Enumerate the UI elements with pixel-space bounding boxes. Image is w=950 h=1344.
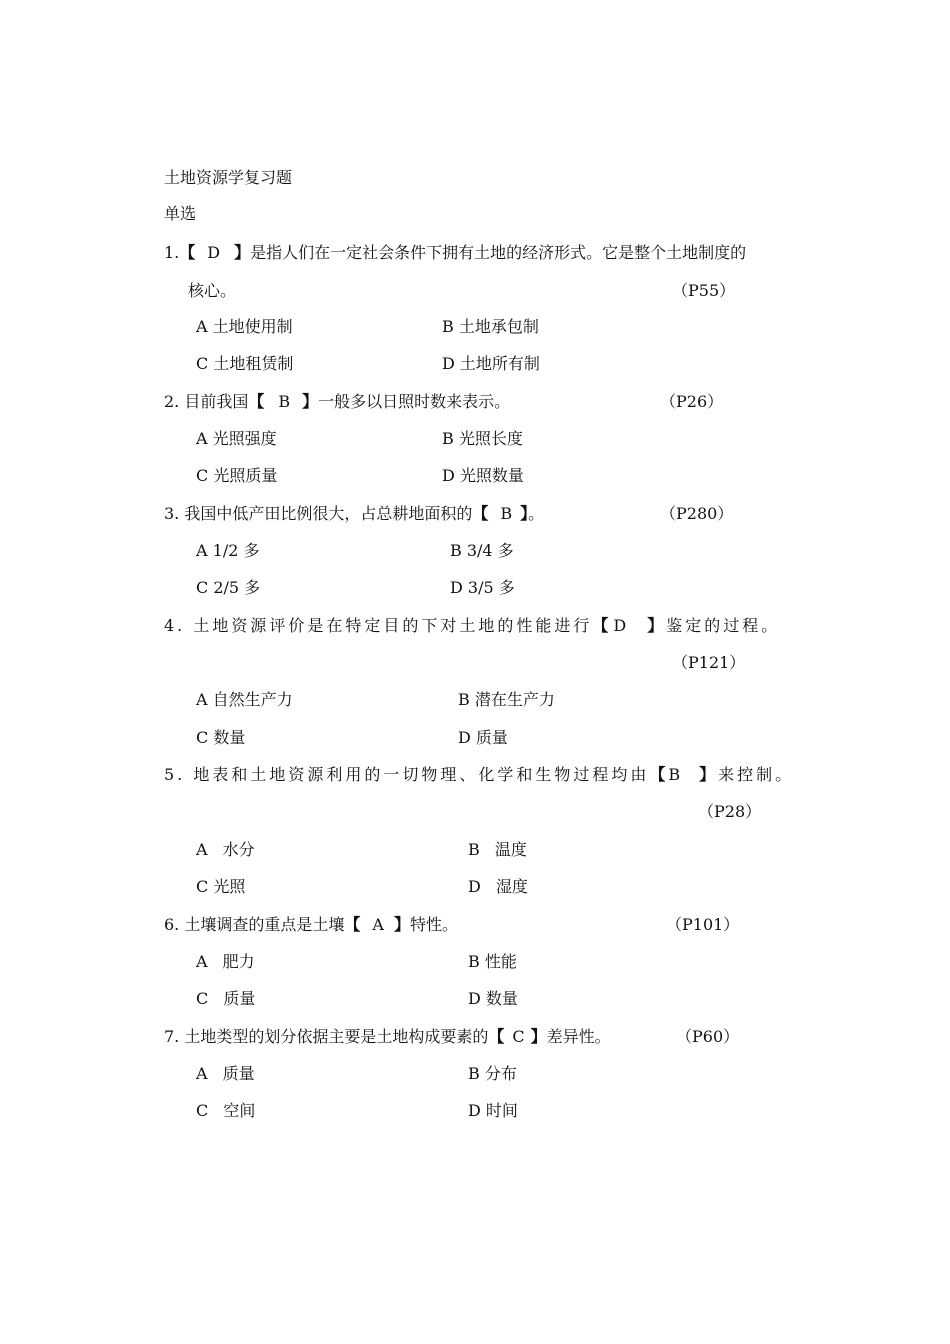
answer-letter: B — [668, 765, 684, 784]
question-number: 4. — [164, 616, 186, 635]
answer-letter: A — [372, 915, 384, 934]
answer-letter: D — [613, 616, 630, 635]
question-text-end: 一般多以日照时数来表示。 — [318, 392, 511, 411]
answer-letter: D — [207, 243, 221, 262]
question-1-continuation: 核心。 — [188, 281, 237, 300]
page-reference: （P121） — [672, 653, 746, 672]
option-c: C 数量 — [196, 728, 246, 747]
question-number: 1. — [164, 243, 180, 262]
option-a: A 光照强度 — [196, 429, 277, 448]
question-text: 土壤调查的重点是土壤 — [184, 915, 345, 934]
option-d: D 质量 — [458, 728, 508, 747]
question-number: 5. — [164, 765, 186, 784]
option-d: D 时间 — [468, 1101, 518, 1120]
option-d: D 湿度 — [468, 877, 528, 896]
option-d: D 数量 — [468, 989, 518, 1008]
option-a: A 自然生产力 — [196, 690, 293, 709]
bracket-open: 【 — [248, 392, 265, 411]
bracket-open: 【 — [344, 915, 361, 934]
question-number: 2. — [164, 392, 180, 411]
option-c: C 土地租赁制 — [196, 354, 294, 373]
option-a: A 土地使用制 — [196, 317, 293, 336]
option-c: C 光照 — [196, 877, 246, 896]
question-text: 土地资源评价是在特定目的下对土地的性能进行 — [193, 616, 593, 635]
question-number: 7. — [164, 1027, 180, 1046]
question-text: 目前我国 — [184, 392, 249, 411]
page-reference: （P60） — [676, 1027, 740, 1046]
option-c: C 2/5 多 — [196, 578, 261, 597]
question-text-end: 鉴定的过程。 — [666, 616, 781, 635]
page-reference: （P55） — [672, 281, 736, 300]
question-number: 6. — [164, 915, 180, 934]
bracket-open: 【 — [488, 1027, 505, 1046]
section-heading: 单选 — [164, 204, 197, 223]
answer-letter: B — [500, 504, 513, 523]
option-b: B 性能 — [468, 952, 517, 971]
option-b: B 潜在生产力 — [458, 690, 555, 709]
option-c: C 质量 — [196, 989, 256, 1008]
question-text: 我国中低产田比例很大，占总耕地面积的 — [184, 504, 473, 523]
option-a: A 肥力 — [196, 952, 255, 971]
option-b: B 土地承包制 — [442, 317, 539, 336]
option-b: B 3/4 多 — [450, 541, 514, 560]
page-reference: （P280） — [660, 504, 734, 523]
option-d: D 3/5 多 — [450, 578, 515, 597]
question-text: 地表和土地资源利用的一切物理、化学和生物过程均由 — [193, 765, 650, 784]
bracket-open: 【 — [472, 504, 489, 523]
bracket-open: 【 — [179, 243, 196, 262]
bracket-close: 】 — [699, 765, 719, 784]
document-title: 土地资源学复习题 — [164, 168, 293, 187]
bracket-close: 】 — [520, 504, 529, 523]
question-6 — [164, 915, 458, 935]
option-d: D 土地所有制 — [442, 354, 540, 373]
question-5 — [164, 765, 794, 785]
bracket-close: 】 — [647, 616, 667, 635]
question-2 — [164, 392, 510, 412]
question-text-end: 差异性。 — [546, 1027, 611, 1046]
question-number: 3. — [164, 504, 180, 523]
question-7 — [164, 1027, 611, 1047]
page-reference: （P28） — [698, 802, 762, 821]
option-a: A 1/2 多 — [196, 541, 260, 560]
option-a: A 质量 — [196, 1064, 255, 1083]
question-text: 是指人们在一定社会条件下拥有土地的经济形式。它是整个土地制度的 — [250, 243, 747, 262]
question-4 — [164, 616, 780, 636]
question-text-end: 。 — [528, 504, 545, 523]
bracket-close: 】 — [234, 243, 251, 262]
question-text: 土地类型的划分依据主要是土地构成要素的 — [184, 1027, 489, 1046]
option-a: A 水分 — [196, 840, 255, 859]
question-3 — [164, 504, 544, 524]
bracket-close: 】 — [530, 1027, 547, 1046]
question-text-end: 特性。 — [409, 915, 458, 934]
page-reference: （P26） — [660, 392, 724, 411]
answer-letter: C — [512, 1027, 525, 1046]
question-1 — [164, 243, 746, 263]
option-b: B 光照长度 — [442, 429, 523, 448]
option-b: B 分布 — [468, 1064, 517, 1083]
option-c: C 光照质量 — [196, 466, 278, 485]
bracket-open: 【 — [649, 765, 669, 784]
page-reference: （P101） — [666, 915, 740, 934]
bracket-close: 】 — [302, 392, 319, 411]
bracket-close: 】 — [393, 915, 410, 934]
option-c: C 空间 — [196, 1101, 256, 1120]
option-b: B 温度 — [468, 840, 527, 859]
answer-letter: B — [278, 392, 291, 411]
question-text-end: 来控制。 — [718, 765, 795, 784]
bracket-open: 【 — [592, 616, 612, 635]
option-d: D 光照数量 — [442, 466, 524, 485]
